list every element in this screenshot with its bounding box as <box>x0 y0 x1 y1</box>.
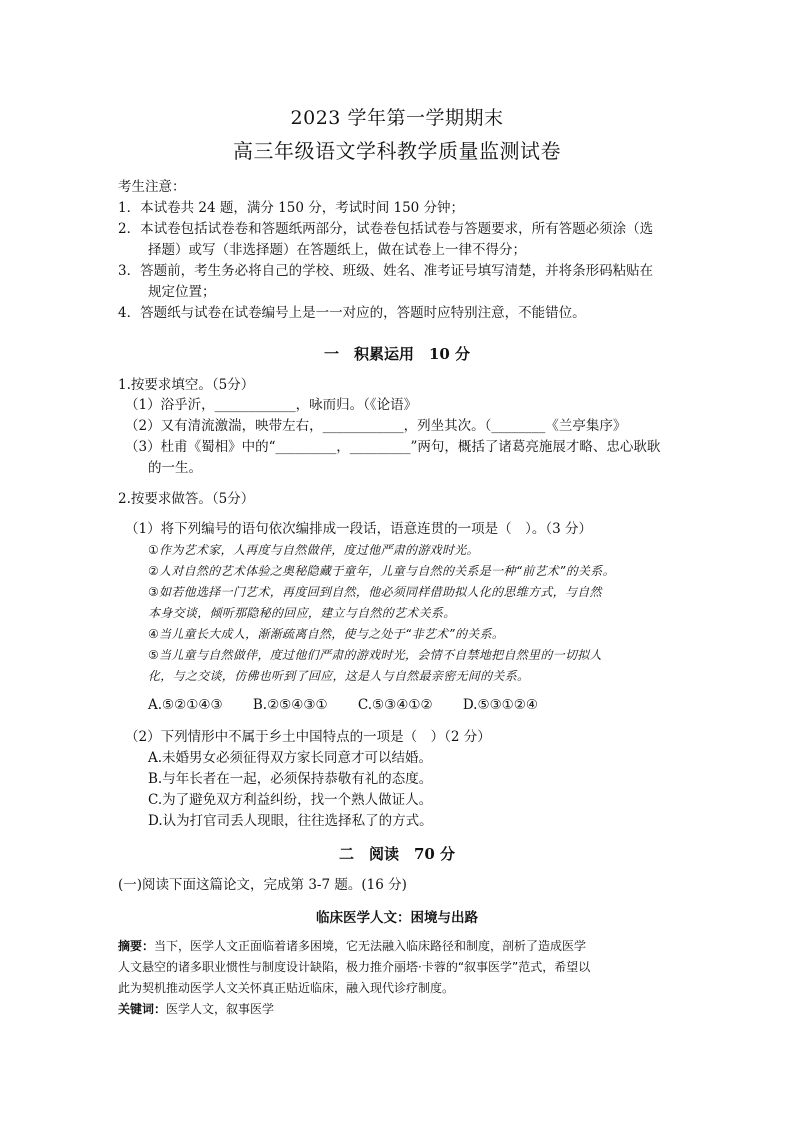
exam-title-line2: 高三年级语文学科教学质量监测试卷 <box>233 139 561 163</box>
notice-item-4: 4．答题纸与试卷在试卷编号上是一一对应的，答题时应特别注意，不能错位。 <box>118 305 586 321</box>
notice-item-2: 2．本试卷包括试卷卷和答题纸两部分，试卷卷包括试卷与答题要求，所有答题必须涂（选 <box>118 221 654 237</box>
notice-item-3: 3．答题前，考生务必将自己的学校、班级、姓名、准考证号填写清楚，并将条形码粘贴在 <box>118 263 654 279</box>
abstract-label: 摘要： <box>118 939 155 953</box>
sub2-option-b[interactable]: B.与年长者在一起，必须保持恭敬有礼的态度。 <box>148 771 433 787</box>
section1-heading: 一 积累运用 10 分 <box>323 345 471 363</box>
exam-title-line1: 2023 学年第一学期期末 <box>290 107 504 129</box>
choices-row <box>148 697 564 713</box>
q1-line-3: （3）杜甫《蜀相》中的“_________，_________”两句，概括了诸葛亮施展才略、忠心耿耿 <box>125 439 661 455</box>
abstract-line-3: 此为契机推动医学人文关怀真正贴近临床，融入现代诊疗制度。 <box>118 981 455 995</box>
choice-a[interactable]: A.⑤②①④③ <box>148 697 223 713</box>
sentence-5: ⑤当儿童与自然做伴，度过他们严肃的游戏时光，会情不自禁地把自然里的一切拟人 <box>148 648 602 662</box>
notice-heading: 考生注意： <box>118 179 186 195</box>
keywords-label: 关键词： <box>118 1002 167 1016</box>
q1-stem: 1.按要求填空。（5分） <box>118 377 255 393</box>
choice-b[interactable]: B.②⑤④③① <box>252 697 328 713</box>
choice-c[interactable]: C.⑤③④①② <box>357 697 433 713</box>
q2-sub1-stem: （1）将下列编号的语句依次编排成一段话，语意连贯的一项是（ ）。（3 分） <box>125 521 592 537</box>
article-title: 临床医学人文：困境与出路 <box>316 910 478 926</box>
sentence-3-cont: 本身交谈，倾听那隐秘的回应，建立与自然的艺术关系。 <box>148 606 456 620</box>
abstract-line-2: 人文悬空的诸多职业惯性与制度设计缺陷，极力推介丽塔·卡蓉的“叙事医学”范式，希望以 <box>118 960 591 974</box>
sub2-option-d[interactable]: D.认为打官司丢人现眼，往往选择私了的方式。 <box>148 813 433 829</box>
sentence-4: ④当儿童长大成人，渐渐疏离自然，使与之处于“非艺术”的关系。 <box>148 627 505 641</box>
sentence-3: ③如若他选择一门艺术，再度回到自然，他必须同样借助拟人化的思维方式，与自然 <box>148 585 602 599</box>
sentence-1: ①作为艺术家，人再度与自然做伴，度过他严肃的游戏时光。 <box>148 543 479 557</box>
abstract-line-1 <box>118 937 586 955</box>
notice-item-1: 1．本试卷共 24 题，满分 150 分，考试时间 150 分钟； <box>118 200 465 216</box>
notice-item-3-cont: 规定位置； <box>148 284 216 300</box>
q1-line-1: （1）浴乎沂，____________，咏而归。（《论语》 <box>125 397 418 413</box>
keywords-line <box>118 1000 274 1018</box>
notice-item-2-cont: 择题）或写（非选择题）在答题纸上，做在试卷上一律不得分； <box>148 242 526 258</box>
q2-stem: 2.按要求做答。（5分） <box>118 491 255 507</box>
keywords-text: 医学人文，叙事医学 <box>166 1002 275 1016</box>
reading-intro: (一)阅读下面这篇论文，完成第 3-7 题。(16 分) <box>118 877 407 893</box>
q2-sub2-stem: （2）下列情形中不属于乡土中国特点的一项是（ ）（2 分） <box>125 729 491 745</box>
q1-line-2: （2）又有清流激湍，映带左右，____________，列坐其次。（________《兰亭集序》 <box>125 418 627 434</box>
abstract-text-1: 当下，医学人文正面临着诸多困境，它无法融入临床路径和制度，剖析了造成医学 <box>154 939 587 953</box>
sentence-2: ②人对自然的艺术体验之奥秘隐藏于童年，儿童与自然的关系是一种“前艺术”的关系。 <box>148 564 615 578</box>
section2-heading: 二 阅读 70 分 <box>338 845 456 863</box>
sub2-option-c[interactable]: C.为了避免双方利益纠纷，找一个熟人做证人。 <box>148 792 433 808</box>
sentence-5-cont: 化，与之交谈，仿佛也听到了回应，这是人与自然最亲密无间的关系。 <box>148 669 530 683</box>
q1-line-4: 的一生。 <box>148 460 202 476</box>
sub2-option-a[interactable]: A.未婚男女必须征得双方家长同意才可以结婚。 <box>148 750 433 766</box>
choice-d[interactable]: D.⑤③①②④ <box>462 697 538 713</box>
